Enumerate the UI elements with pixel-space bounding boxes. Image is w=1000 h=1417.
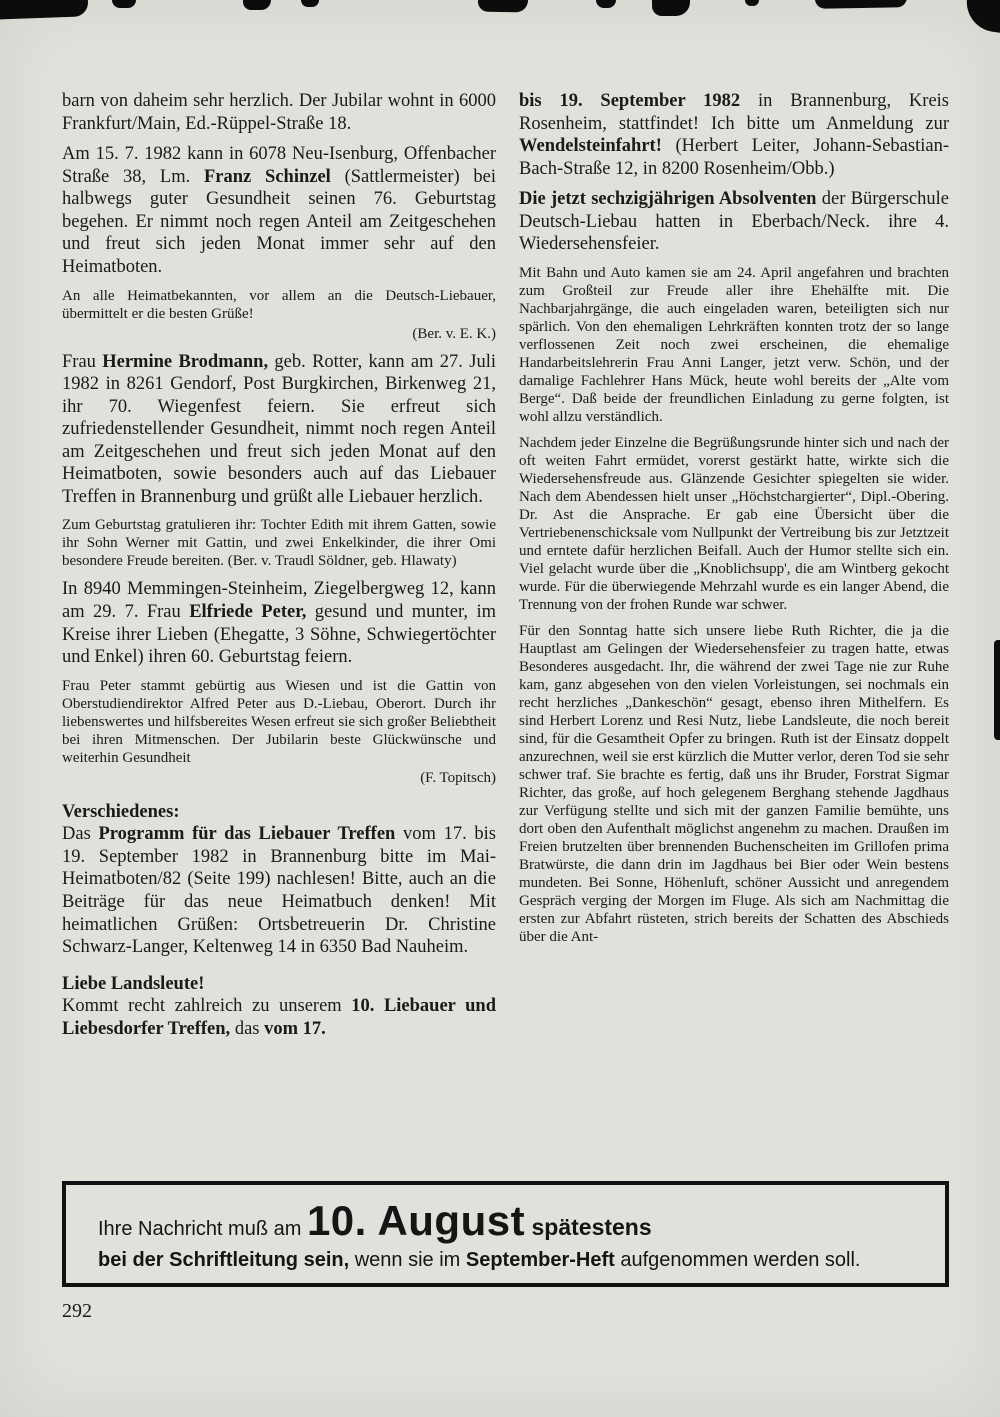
scan-artifact [652, 0, 690, 16]
text-segment: Zum Geburtstag gratulieren ihr: Tochter Edith mit ihrem Gatten, sowie ihr Sohn Werner mit Gattin, und zwei Enkelkinder, die ihrer Omi besondere Freude bereiten. (Ber. v. Traudl Söldner, geb. Hlawaty) [62, 517, 496, 570]
notice-text-segment: September-Heft [465, 1249, 615, 1271]
text-segment: Kommt recht zahlreich zu unserem [62, 996, 352, 1017]
continuation-paragraph [62, 90, 496, 135]
text-segment: Nachdem jeder Einzelne die Begrüßungsrunde hinter sich und nach der oft weiten Fahrt ermüdet, vorerst gestärkt hatte, wirkte sich die Wiedersehensfreude aus. Glänzende Gesichter spiegelten sie wider. Nach dem Abendessen hielt unser „Höchstchargierter“, Dipl.-Obering. Dr. Ast die Ansprache. Er gab eine Übersicht über die Vertriebenenschicksale vom Nullpunkt der Vertreibung bis zur Jetztzeit und erntete dafür herzlichen Beifall. Auch der Humor stellte sich ein. Viel gelacht wurde über die „Knoblichsupp', die am Wintberg gekocht wurde. Für die überwiegende Mehrzahl wurde es ein langer Abend, die Trennung von der frohen Runde war schwer. [519, 434, 949, 613]
scan-artifact [963, 0, 1000, 36]
reunion-report-2 [519, 434, 949, 614]
scan-artifact [596, 0, 616, 8]
notice-text-segment: bei der Schriftleitung sein, [98, 1249, 350, 1271]
text-segment: Mit Bahn und Auto kamen sie am 24. April angefahren und brachten zum Großteil zur Freude aller ihre Ehehälfte mit. Die Nachbarjahrgänge, die auch eingeladen waren, beteiligten sich nur spärlich. Von den ehemaligen Lehrkräften konnten trotz der so lange verflossenen Zeit noch zwei erscheinen, die ehemalige Handarbeitslehrerin Frau Anni Langer, jetzt verw. Schön, und der damalige Fachlehrer Hans Mück, heute wohl bereits der „Alte vom Berge“. Daß beide der freundlichen Einladung zu gerne folgten, ist wohl allzu verständlich. [519, 264, 949, 425]
text-segment: Franz Schinzel [204, 166, 331, 187]
peter-note-attribution [62, 769, 496, 787]
page-number: 292 [62, 1300, 92, 1322]
notice-box [62, 1181, 949, 1287]
text-segment: An alle Heimatbekannten, vor allem an die Deutsch-Liebauer, übermittelt er die besten Grüße! [62, 287, 496, 322]
programm-paragraph [62, 823, 496, 958]
text-segment: vom 17. [264, 1018, 326, 1039]
scan-artifact [745, 0, 759, 6]
text-segment: in Brannenburg, Kreis Rosenheim, stattfindet! Ich bitte um Anmeldung zur [519, 91, 949, 134]
text-segment: Liebe Landsleute! [62, 973, 205, 994]
schinzel-note-attribution [62, 325, 496, 343]
text-segment: Die jetzt sechzigjährigen Absolventen [519, 189, 817, 210]
notice-text-segment: spätestens [525, 1214, 652, 1240]
notice-text-segment: aufgenommen werden soll. [614, 1249, 861, 1271]
text-segment: (F. Topitsch) [420, 769, 496, 786]
scan-artifact [478, 0, 528, 12]
peter-note [62, 677, 496, 767]
notice-text-segment: Ihre Nachricht muß am [98, 1218, 307, 1240]
heading-verschiedenes [62, 801, 496, 824]
text-segment: (Ber. v. E. K.) [412, 325, 496, 342]
text-segment: (Sattlermeister) bei halbwegs guter Gesundheit seinen 76. Geburtstag begehen. Er nimmt noch regen Anteil am Zeitgeschehen und freut sich jeden Monat immer sehr auf den Heimatboten. [62, 166, 497, 277]
text-segment: vom 17. bis 19. September 1982 in Brannenburg bitte im Mai-Heimatboten/82 (Seite 199) nachlesen! Bitte, auch an die Beiträge für das neue Heimatbuch denken! Mit heimatlichen Grüßen: Ortsbetreuerin Dr. Christine Schwarz-Langer, Keltenweg 14 in 6350 Bad Nauheim. [62, 824, 496, 958]
notice-text-segment: 10. August [306, 1197, 526, 1244]
text-segment: Frau Peter stammt gebürtig aus Wiesen und ist die Gattin von Oberstudiendirektor Alfred Peter aus D.-Liebau, Oberort. Durch ihr liebenswertes und hilfsbereites Wesen erfreut sie sich großer Beliebtheit bei ihren Mitmenschen. Der Jubilarin beste Glückwünsche und weiterhin Gesundheit [62, 677, 496, 766]
text-segment: Elfriede Peter, [189, 602, 307, 622]
treffen-invitation-paragraph [62, 995, 496, 1040]
scan-artifact [301, 0, 319, 7]
reunion-report-3 [519, 622, 949, 946]
text-segment: der Bürgerschule Deutsch-Liebau hatten in Eberbach/Neck. ihre 4. Wiedersehensfeier. [519, 189, 949, 255]
column-left [62, 90, 496, 1048]
column-right [519, 90, 949, 954]
notice-line-1 [98, 1197, 925, 1245]
text-segment: (Herbert Leiter, Johann-Sebastian-Bach-Straße 12, in 8200 Rosenheim/Obb.) [519, 136, 949, 179]
schinzel-note [62, 287, 496, 323]
text-segment: Verschiedenes: [62, 801, 180, 822]
text-segment: Für den Sonntag hatte sich unsere liebe Ruth Richter, die ja die Hauptlast am Gelingen der Wiedersehensfeier zu tragen hatte, etwas Besonderes ausgedacht. Ihr, die während der zwei Tage nie zur Ruhe kam, ganz abgesehen von den vielen Vorleistungen, sei nochmals ein recht herzliches „Dankeschön“ gesagt, ebenso ihren Mithelfern. Es sind Herbert Lorenz und Resi Nutz, liebe Landsleute, die noch bereit sind, für die Gesamtheit Opfer zu bringen. Ruth ist der Einsatz doppelt anzurechnen, weil sie erst kürzlich die Mutter verlor, deren Tod sie sehr schwer traf. Sie brachte es fertig, daß uns ihr Bruder, Forstrat Sigmar Richter, das große, auf hoch gelegenem Berghang stehende Jagdhaus zur Verfügung stellte und sich mit der ganzen Familie bemühte, uns dort oben den Aufenthalt möglichst angenehm zu machen. Draußen im Freien brutzelten über brennenden Buchenscheiten im Grillofen prima Bratwürste, die dann drin im Jagdhaus bei Bier oder Wein bestens mundeten. Bei Sonne, Höhenluft, schöner Aussicht und anregendem Gespräch verging der Morgen im Fluge. Als sich am Nachmittag die ersten zur Abfahrt rüsteten, strich bereits der Schatten des Abschieds über die Ant- [519, 622, 949, 945]
brodmann-birthday-paragraph [62, 351, 496, 509]
scan-artifact [994, 640, 1000, 740]
scan-artifact [243, 0, 271, 10]
text-segment: bis 19. September 1982 [519, 91, 741, 111]
text-segment: Hermine Brodmann, [102, 351, 269, 372]
notice-text-segment: wenn sie im [349, 1249, 466, 1271]
text-segment: Wendelsteinfahrt! [519, 136, 662, 157]
text-segment: In 8940 Memmingen-Steinheim, Ziegelbergweg 12, kann am 29. 7. Frau [62, 579, 496, 622]
treffen-continuation-paragraph [519, 90, 949, 180]
text-segment: Frau [62, 351, 103, 372]
text-segment: geb. Rotter, kann am 27. Juli 1982 in 8261 Gendorf, Post Burgkirchen, Birkenweg 21, ihr 70. Wiegenfest feiern. Sie erfreut sich zufriedenstellender Gesundheit, nimmt noch regen Anteil am Zeitgeschehen und freut sich jeden Monat auf den Heimatboten, sowie besonders auch auf das Liebauer Treffen in Brannenburg und grüßt alle Liebauer herzlich. [62, 351, 496, 507]
text-segment: Das [62, 824, 99, 845]
scan-artifact [815, 0, 907, 9]
notice-line-2 [98, 1249, 925, 1272]
schinzel-birthday-paragraph [62, 143, 496, 278]
text-segment: 10. Liebauer und Liebesdorfer Treffen, [62, 996, 496, 1039]
brodmann-note [62, 516, 496, 570]
text-segment: das [230, 1018, 265, 1039]
text-segment: gesund und munter, im Kreise ihrer Lieben (Ehegatte, 3 Söhne, Schwiegertöchter und Enkel) ihren 60. Geburtstag feiern. [62, 602, 496, 668]
reunion-report-1 [519, 264, 949, 426]
peter-birthday-paragraph [62, 578, 496, 668]
absolventen-paragraph [519, 188, 949, 256]
text-segment: Programm für das Liebauer Treffen [98, 824, 396, 845]
scan-artifact [0, 0, 88, 20]
heading-liebe-landsleute [62, 973, 496, 996]
text-segment: Am 15. 7. 1982 kann in 6078 Neu-Isenburg, Offenbacher Straße 38, Lm. [62, 144, 496, 187]
text-segment: barn von daheim sehr herzlich. Der Jubilar wohnt in 6000 Frankfurt/Main, Ed.-Rüppel-Straße 18. [62, 91, 496, 134]
scan-artifact [112, 0, 136, 8]
